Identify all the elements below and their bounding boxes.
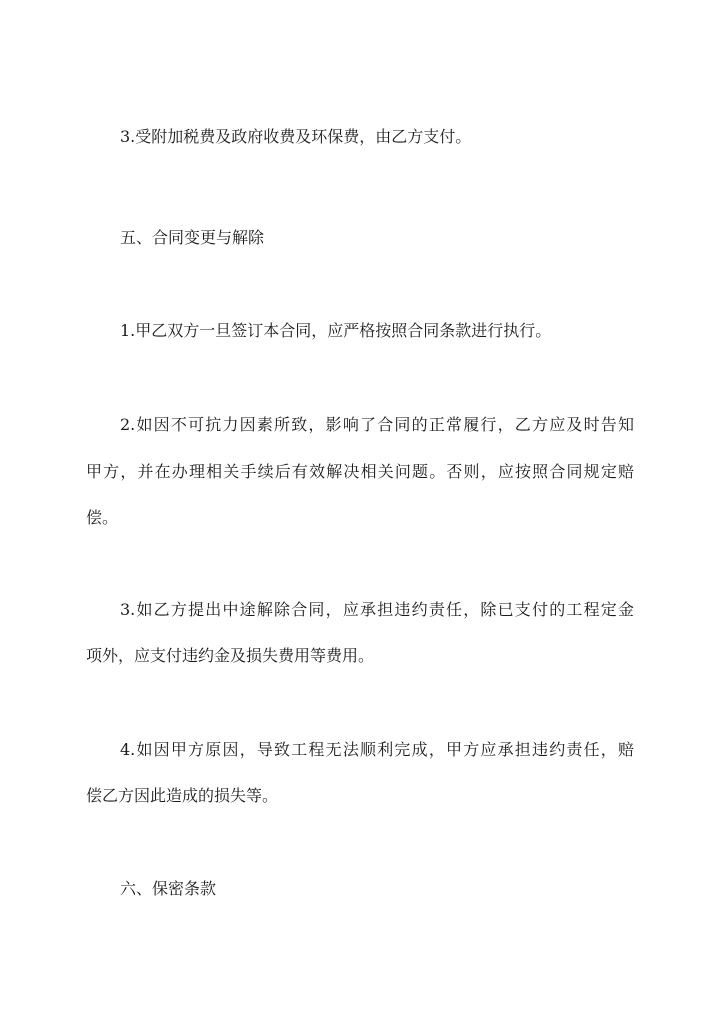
clause-4-line-2: 偿乙方因此造成的损失等。 (86, 786, 279, 805)
section-6-heading: 六、保密条款 (120, 879, 217, 898)
clause-3-line-1: 3.如乙方提出中途解除合同，应承担违约责任，除已支付的工程定金 (120, 600, 634, 619)
clause-1: 1.甲乙双方一旦签订本合同，应严格按照合同条款进行执行。 (120, 321, 552, 340)
clause-4-line-1: 4.如因甲方原因，导致工程无法顺利完成，甲方应承担违约责任，赔 (120, 740, 634, 759)
clause-3-line-2: 项外，应支付违约金及损失费用等费用。 (86, 646, 375, 665)
clause-2-line-3: 偿。 (86, 508, 119, 527)
clause-3-tax: 3.受附加税费及政府收费及环保费，由乙方支付。 (120, 127, 472, 146)
clause-2-line-1: 2.如因不可抗力因素所致，影响了合同的正常履行，乙方应及时告知 (120, 415, 634, 434)
section-5-heading: 五、合同变更与解除 (120, 228, 265, 247)
clause-2-line-2: 甲方，并在办理相关手续后有效解决相关问题。否则，应按照合同规定赔 (86, 462, 634, 481)
